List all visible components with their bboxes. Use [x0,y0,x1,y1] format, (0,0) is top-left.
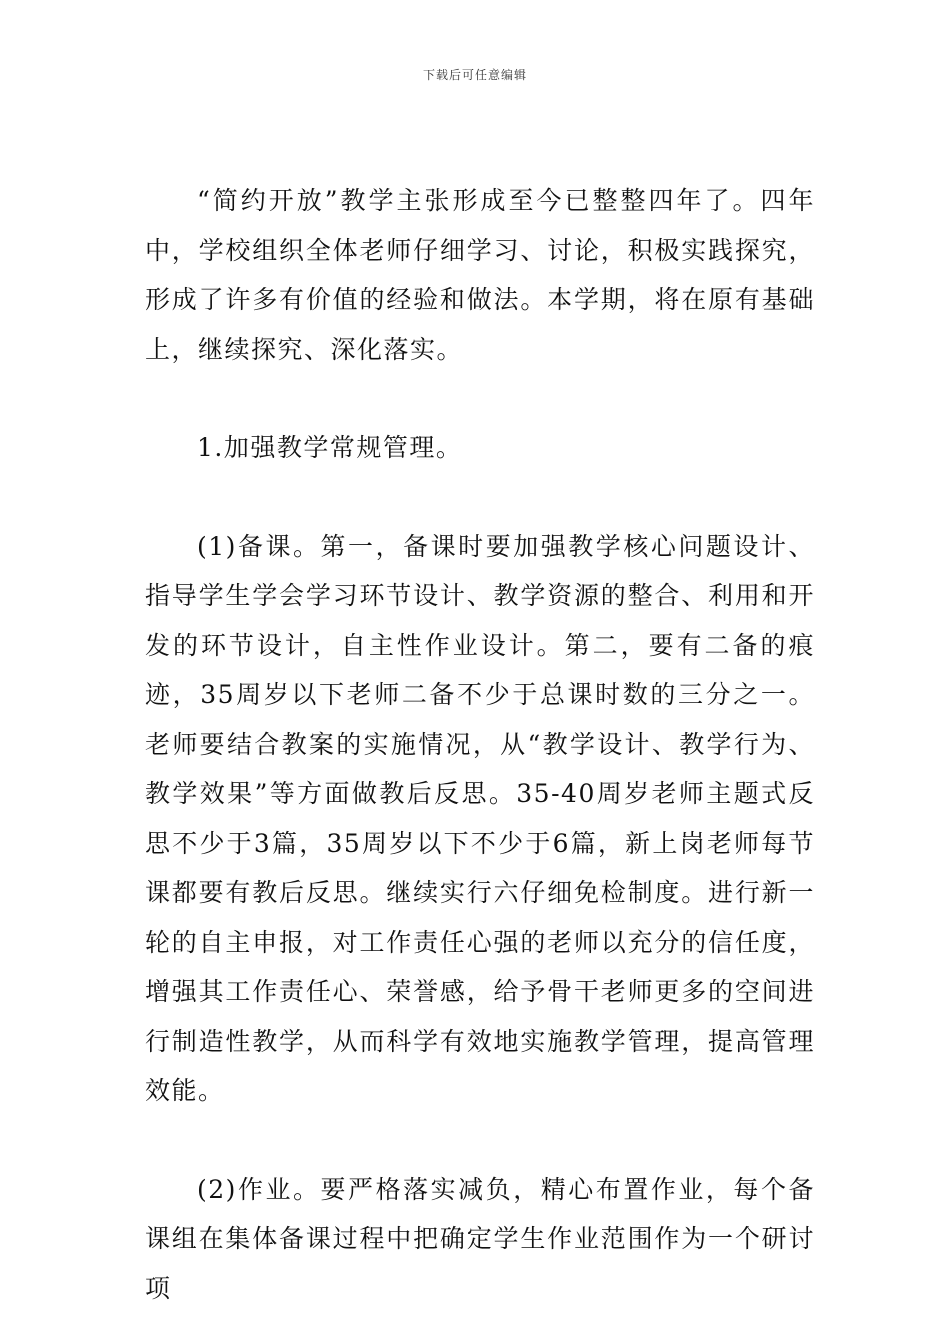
paragraph-spacer [145,473,815,522]
section-heading: 1.加强教学常规管理。 [197,433,463,462]
lesson-prep-paragraph: (1)备课。第一，备课时要加强教学核心问题设计、指导学生学会学习环节设计、教学资源的整合、利用和开发的环节设计，自主性作业设计。第二，要有二备的痕迹，35周岁以下老师二备不少于总课时数的三分之一。老师要结合教案的实施情况，从“教学设计、教学行为、教学效果”等方面做教后反思。35-40周岁老师主题式反思不少于3篇，35周岁以下不少于6篇，新上岗老师每节课都要有教后反思。继续实行六仔细免检制度。进行新一轮的自主申报，对工作责任心强的老师以充分的信任度，增强其工作责任心、荣誉感，给予骨干老师更多的空间进行制造性教学，从而科学有效地实施教学管理，提高管理效能。 [145,531,815,1105]
homework-paragraph: (2)作业。要严格落实减负，精心布置作业，每个备课组在集体备课过程中把确定学生作业范围作为一个研讨项 [145,1174,815,1303]
document-body [145,176,815,1313]
paragraph-spacer [145,1116,815,1165]
page-header-note: 下载后可任意编辑 [422,68,527,82]
paragraph-spacer [145,374,815,423]
intro-paragraph: “简约开放”教学主张形成至今已整整四年了。四年中，学校组织全体老师仔细学习、讨论，积极实践探究，形成了许多有价值的经验和做法。本学期，将在原有基础上，继续探究、深化落实。 [145,186,815,364]
